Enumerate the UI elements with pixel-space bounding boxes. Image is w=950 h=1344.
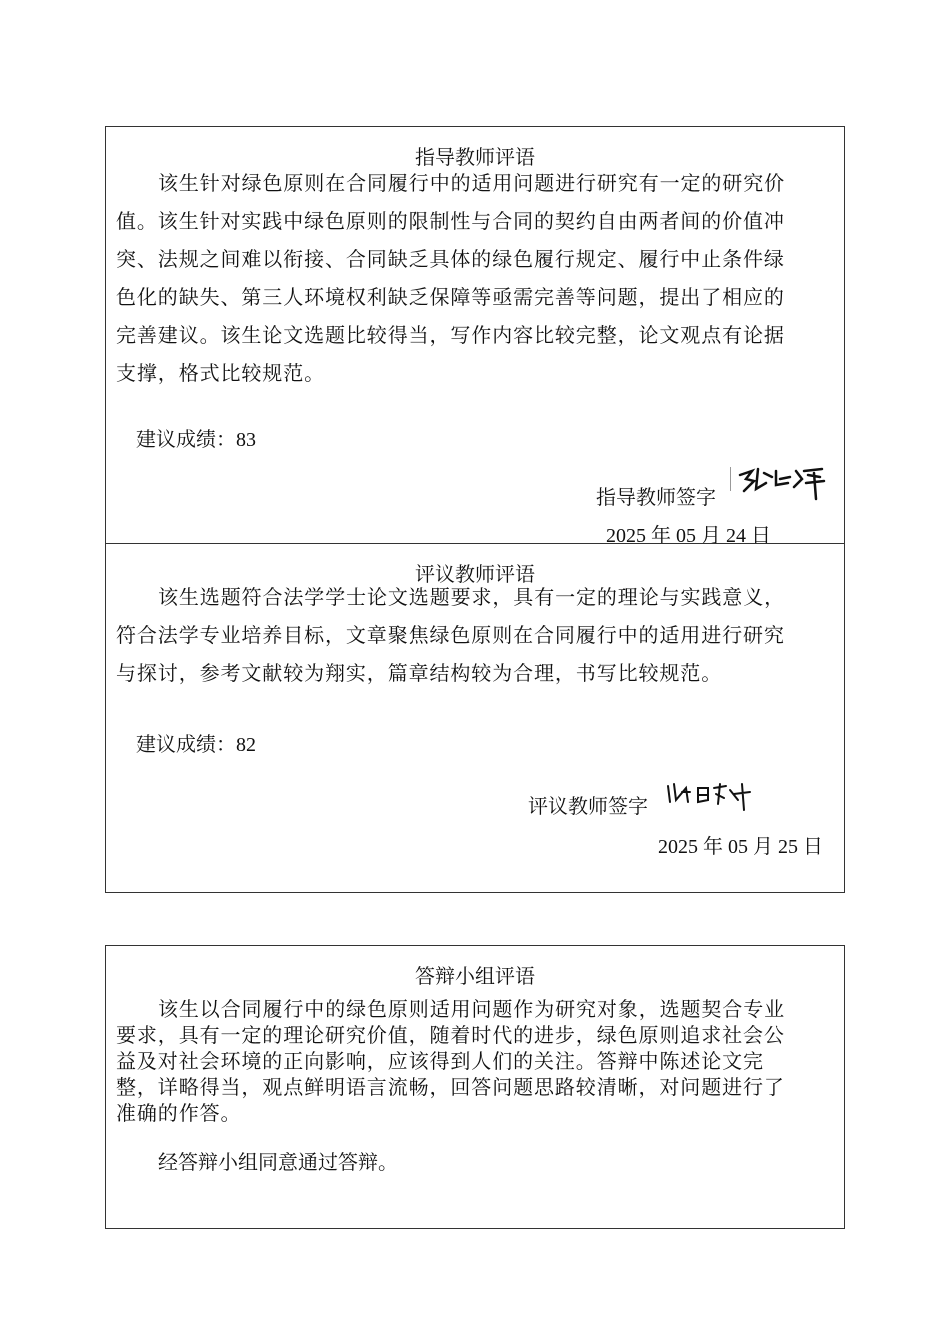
date: 2025 年 05 月 25 日 [658,836,823,858]
comment-line: 值。该生针对实践中绿色原则的限制性与合同的契约自由两者间的价值冲 [116,211,785,233]
comment-body [116,579,838,693]
handwritten-signature [736,465,831,505]
comment-line: 该生选题符合法学学士论文选题要求，具有一定的理论与实践意义， [158,587,785,609]
comment-line: 整，详略得当，观点鲜明语言流畅，回答问题思路较清晰，对问题进行了 [116,1077,785,1099]
signature-divider [730,467,731,491]
comment-line: 与探讨，参考文献较为翔实，篇章结构较为合理，书写比较规范。 [116,663,723,685]
reviewer-comment-section [105,543,845,893]
signature-label: 指导教师签字 [596,487,716,509]
suggested-grade: 建议成绩：82 [136,734,256,756]
signature-label: 评议教师签字 [528,796,648,818]
comment-line: 符合法学专业培养目标，文章聚焦绿色原则在合同履行中的适用进行研究 [116,625,785,647]
comment-body [116,165,838,393]
comment-line: 完善建议。该生论文选题比较得当，写作内容比较完整，论文观点有论据 [116,325,785,347]
section-title: 答辩小组评语 [415,966,535,988]
comment-line: 要求，具有一定的理论研究价值，随着时代的进步，绿色原则追求社会公 [116,1025,785,1047]
defense-committee-section [105,945,845,1229]
section-title: 指导教师评语 [415,147,535,169]
comment-line: 支撑，格式比较规范。 [116,363,325,385]
handwritten-signature [664,780,754,816]
suggested-grade: 建议成绩：83 [136,429,256,451]
comment-line: 突、法规之间难以衔接、合同缺乏具体的绿色履行规定、履行中止条件绿 [116,249,785,271]
comment-line: 准确的作答。 [116,1103,242,1125]
date: 2025 年 05 月 24 日 [606,525,771,547]
comment-line: 该生针对绿色原则在合同履行中的适用问题进行研究有一定的研究价 [158,173,785,195]
comment-line: 该生以合同履行中的绿色原则适用问题作为研究对象，选题契合专业 [158,999,785,1021]
comment-line: 色化的缺失、第三人环境权利缺乏保障等亟需完善等问题，提出了相应的 [116,287,785,309]
advisor-comment-section [105,126,845,547]
defense-conclusion: 经答辩小组同意通过答辩。 [158,1152,398,1174]
comment-line: 益及对社会环境的正向影响，应该得到人们的关注。答辩中陈述论文完 [116,1051,764,1073]
comment-body [116,997,838,1127]
section-title: 评议教师评语 [415,564,535,586]
